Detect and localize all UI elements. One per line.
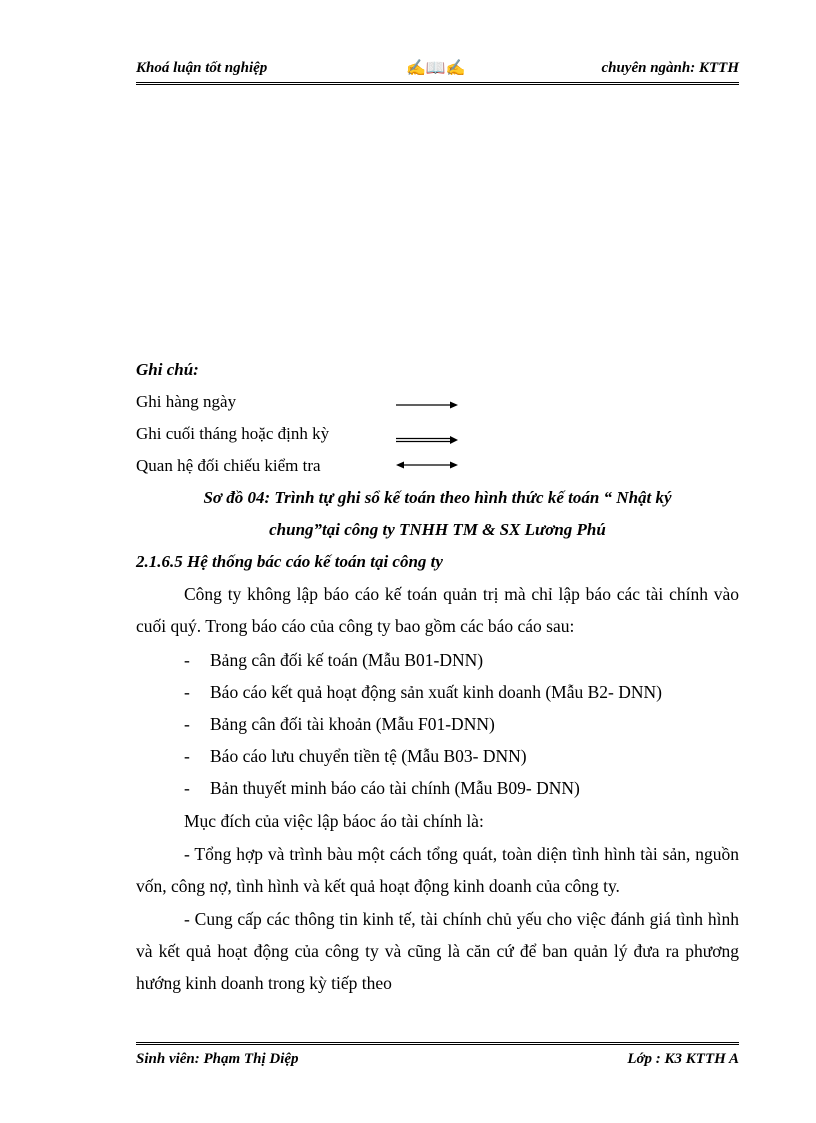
legend-item-daily: Ghi hàng ngày [136,392,237,411]
report-item: - Bản thuyết minh báo cáo tài chính (Mẫu B09- DNN) [184,778,580,798]
footer-student: Sinh viên: Phạm Thị Diệp [136,1051,299,1067]
header-right: chuyên ngành: KTTH [601,60,739,76]
diagram-caption-line1: Sơ đồ 04: Trình tự ghi sổ kế toán theo hình thức kế toán “ Nhật ký [203,488,672,507]
single-arrow-icon [396,398,458,412]
point-1: - Tổng hợp và trình bàu một cách tổng quát, toàn diện tình hình tài sản, nguồn vốn, công nợ, tình hình và kết quả hoạt động kinh doanh của công ty. [136,844,739,896]
legend-title: Ghi chú: [136,360,199,379]
header-left: Khoá luận tốt nghiệp [136,60,268,76]
legend-item-periodic: Ghi cuối tháng hoặc định kỳ [136,424,330,443]
report-item: - Báo cáo kết quả hoạt động sản xuất kinh doanh (Mẫu B2- DNN) [184,682,662,702]
footer-class: Lớp : K3 KTTH A [627,1051,739,1067]
purpose-line: Mục đích của việc lập báoc áo tài chính là: [184,811,484,831]
report-item: - Bảng cân đối kế toán (Mẫu B01-DNN) [184,650,484,670]
page-header [136,58,739,85]
double-arrow-icon [396,433,458,447]
report-item: - Bảng cân đối tài khoản (Mẫu F01-DNN) [184,714,495,734]
bidirectional-arrow-icon [396,458,458,472]
legend-item-reconcile: Quan hệ đối chiếu kiểm tra [136,456,321,475]
diagram-caption-line2: chung”tại công ty TNHH TM & SX Lương Phú [269,520,606,539]
section-heading: 2.1.6.5 Hệ thống bác cáo kế toán tại công ty [136,552,443,571]
header-ornament: ✍📖✍ [406,60,466,77]
point-2: - Cung cấp các thông tin kinh tế, tài chính chủ yếu cho việc đánh giá tình hình và kết quả hoạt động của công ty và cũng là căn cứ để ban quản lý đưa ra phương hướng kinh doanh trong kỳ tiếp theo [136,909,739,993]
report-item: - Báo cáo lưu chuyển tiền tệ (Mẫu B03- DNN) [184,746,527,766]
page-footer [136,1042,739,1073]
intro-paragraph: Công ty không lập báo cáo kế toán quản trị mà chỉ lập báo các tài chính vào cuối quý. Trong báo cáo của công ty bao gồm các báo cáo sau: [136,584,739,636]
